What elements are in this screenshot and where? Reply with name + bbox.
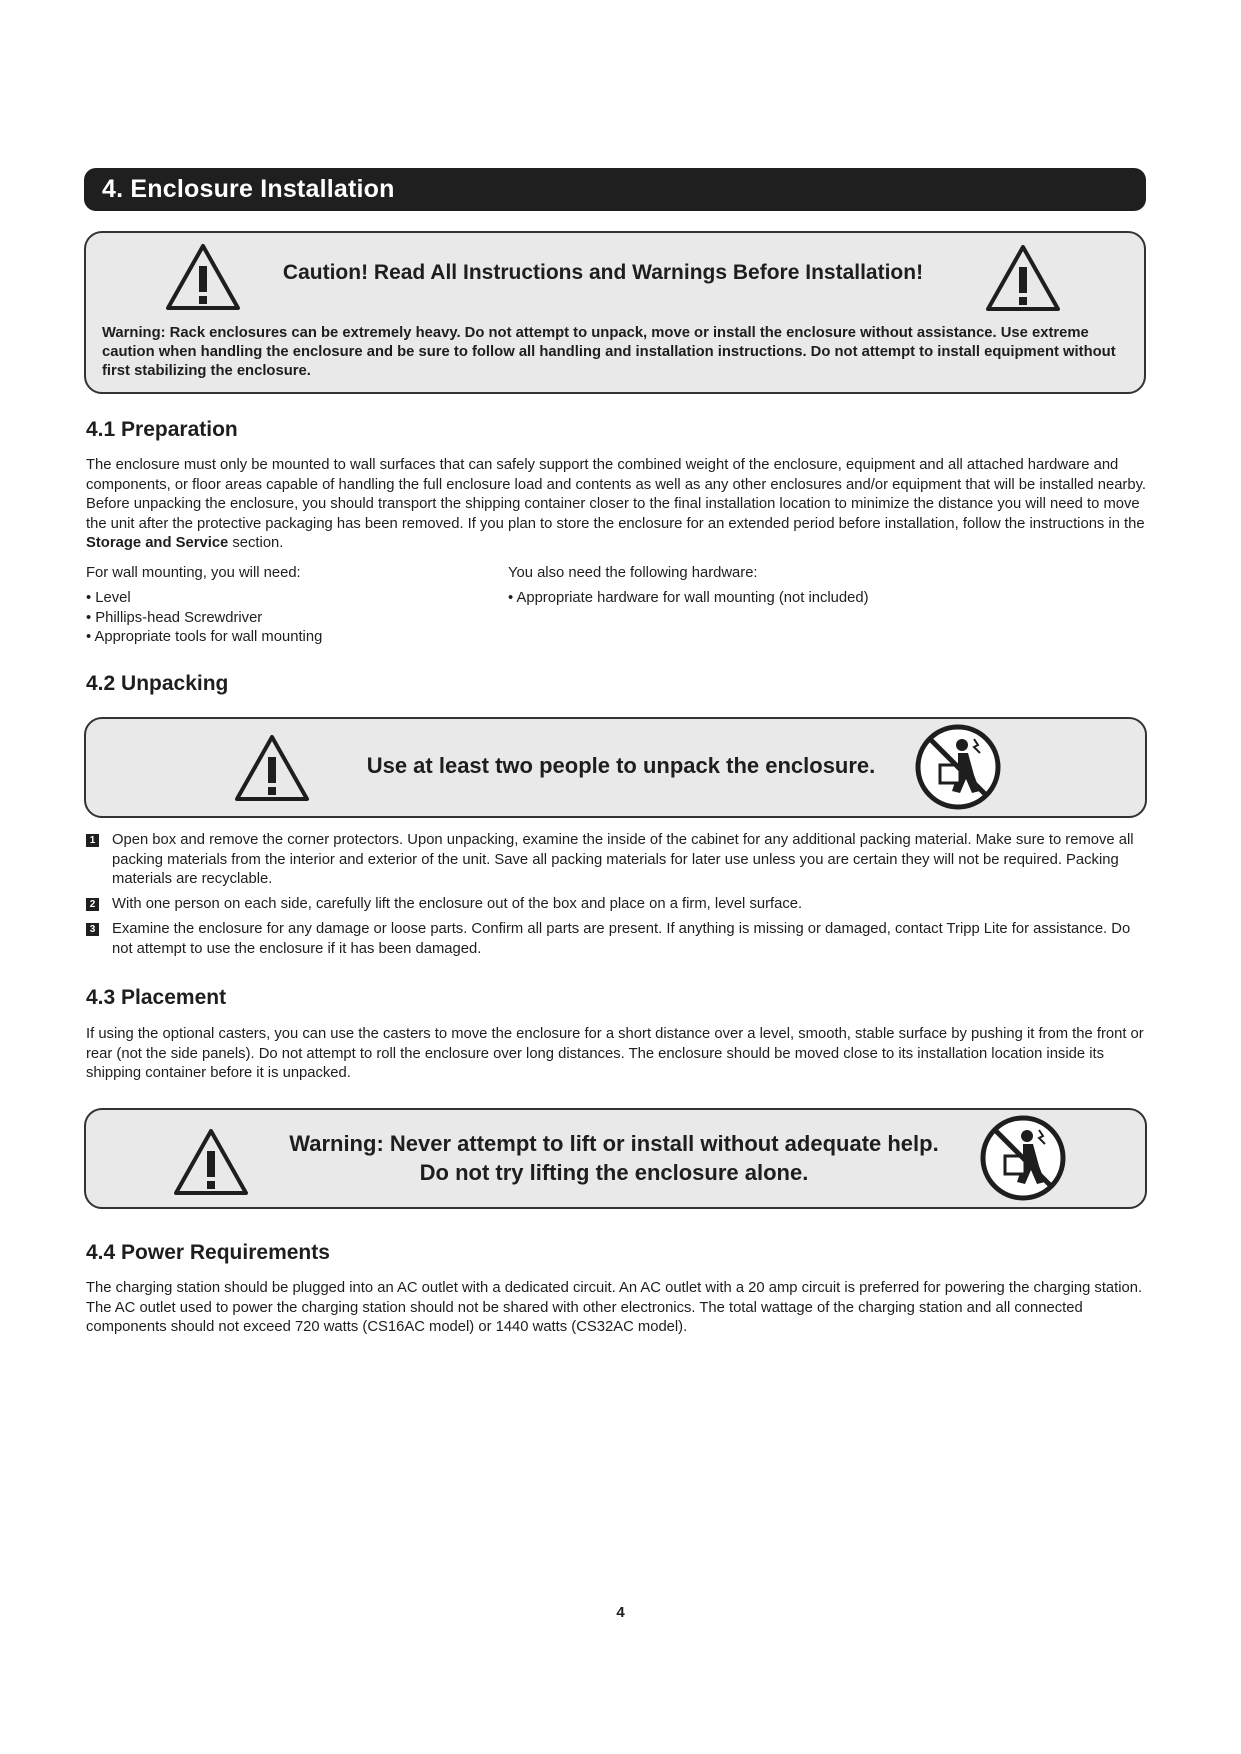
warning-triangle-icon — [164, 242, 242, 312]
no-single-person-lifting-icon — [979, 1114, 1067, 1202]
step-number: 2 — [86, 898, 99, 911]
placement-paragraph: If using the optional casters, you can use the casters to move the enclosure for a short distance over a level, smooth, stable surface by pushing it from the front or rear (not the side panels). Do not attempt to roll the enclosure over long distances. The enclosure should be moved close to its installation location inside its shipping container before it is unpacked. — [86, 1026, 1144, 1081]
list-item: • Phillips-head Screwdriver — [86, 609, 263, 626]
caution-title: Caution! Read All Instructions and Warnings Before Installation! — [282, 261, 924, 284]
heading-placement: 4.3 Placement — [86, 986, 227, 1009]
list-item: • Level — [86, 590, 131, 606]
unpacking-step — [86, 920, 1148, 959]
step-text: With one person on each side, carefully lift the enclosure out of the box and place on a firm, level surface. — [112, 896, 803, 912]
warning-triangle-icon — [172, 1127, 250, 1197]
lifting-warning-line2: Do not try lifting the enclosure alone. — [419, 1160, 809, 1185]
warning-triangle-icon — [984, 243, 1062, 313]
page-number: 4 — [616, 1604, 625, 1621]
section-header-bar — [84, 168, 1146, 211]
no-single-person-lifting-icon — [914, 723, 1002, 811]
caution-box — [84, 231, 1146, 394]
list-item: • Appropriate hardware for wall mounting (not included) — [508, 590, 869, 606]
preparation-paragraph: The enclosure must only be mounted to wall surfaces that can safely support the combined weight of the enclosure, equipment and all attached hardware and components, or floor areas capable of handling the full enclosure load and contents as well as any other enclosures and/or equipment that will be installed nearby. Before unpacking the enclosure, you should transport the shipping container closer to the final installation location to minimize the distance you will need to move the unit after the protective packaging has been removed. If you plan to store the enclosure for an extended period before installation, follow the instructions in the Storage and Service section. — [86, 457, 1146, 551]
warning-triangle-icon — [233, 733, 311, 803]
step-text: Open box and remove the corner protectors. Upon unpacking, examine the inside of the cabinet for any additional packing material. Make sure to remove all packing materials from the interior and exterior of the unit. Save all packing materials for later use unless you are certain they will not be required. Packing materials are recyclable. — [112, 832, 1134, 887]
wall-mount-list — [86, 589, 322, 648]
step-number: 3 — [86, 923, 99, 936]
caution-warning-text: Warning: Rack enclosures can be extremely heavy. Do not attempt to unpack, move or install the enclosure without assistance. Use extreme caution when handling the enclosure and be sure to follow all handling and installation instructions. Do not attempt to install equipment without first stabilizing the enclosure. — [102, 325, 1116, 379]
lifting-warning-line1: Warning: Never attempt to lift or install without adequate help. — [289, 1131, 939, 1156]
wall-mount-label: For wall mounting, you will need: — [86, 565, 301, 581]
lifting-warning-box — [84, 1108, 1147, 1209]
unpacking-step — [86, 831, 1148, 890]
step-text: Examine the enclosure for any damage or loose parts. Confirm all parts are present. If anything is missing or damaged, contact Tripp Lite for assistance. Do not attempt to use the enclosure if it has been damaged. — [112, 921, 1131, 957]
heading-unpacking: 4.2 Unpacking — [86, 672, 229, 695]
unpacking-warning-text: Use at least two people to unpack the enclosure. — [366, 753, 876, 778]
hardware-list — [508, 589, 869, 609]
unpacking-warning-box — [84, 717, 1147, 818]
heading-preparation: 4.1 Preparation — [86, 418, 238, 441]
step-number: 1 — [86, 834, 99, 847]
section-title: 4. Enclosure Installation — [102, 175, 395, 203]
heading-power-requirements: 4.4 Power Requirements — [86, 1241, 330, 1264]
list-item: • Appropriate tools for wall mounting — [86, 629, 323, 645]
power-paragraph: The charging station should be plugged into an AC outlet with a dedicated circuit. An AC outlet with a 20 amp circuit is preferred for powering the charging station. The AC outlet used to power the charging station should not be shared with other electronics. The total wattage of the charging station and all connected components should not exceed 720 watts (CS16AC model) or 1440 watts (CS32AC model). — [86, 1280, 1143, 1335]
unpacking-step — [86, 895, 1148, 915]
lifting-warning-text — [254, 1129, 974, 1187]
hardware-label: You also need the following hardware: — [508, 565, 758, 581]
